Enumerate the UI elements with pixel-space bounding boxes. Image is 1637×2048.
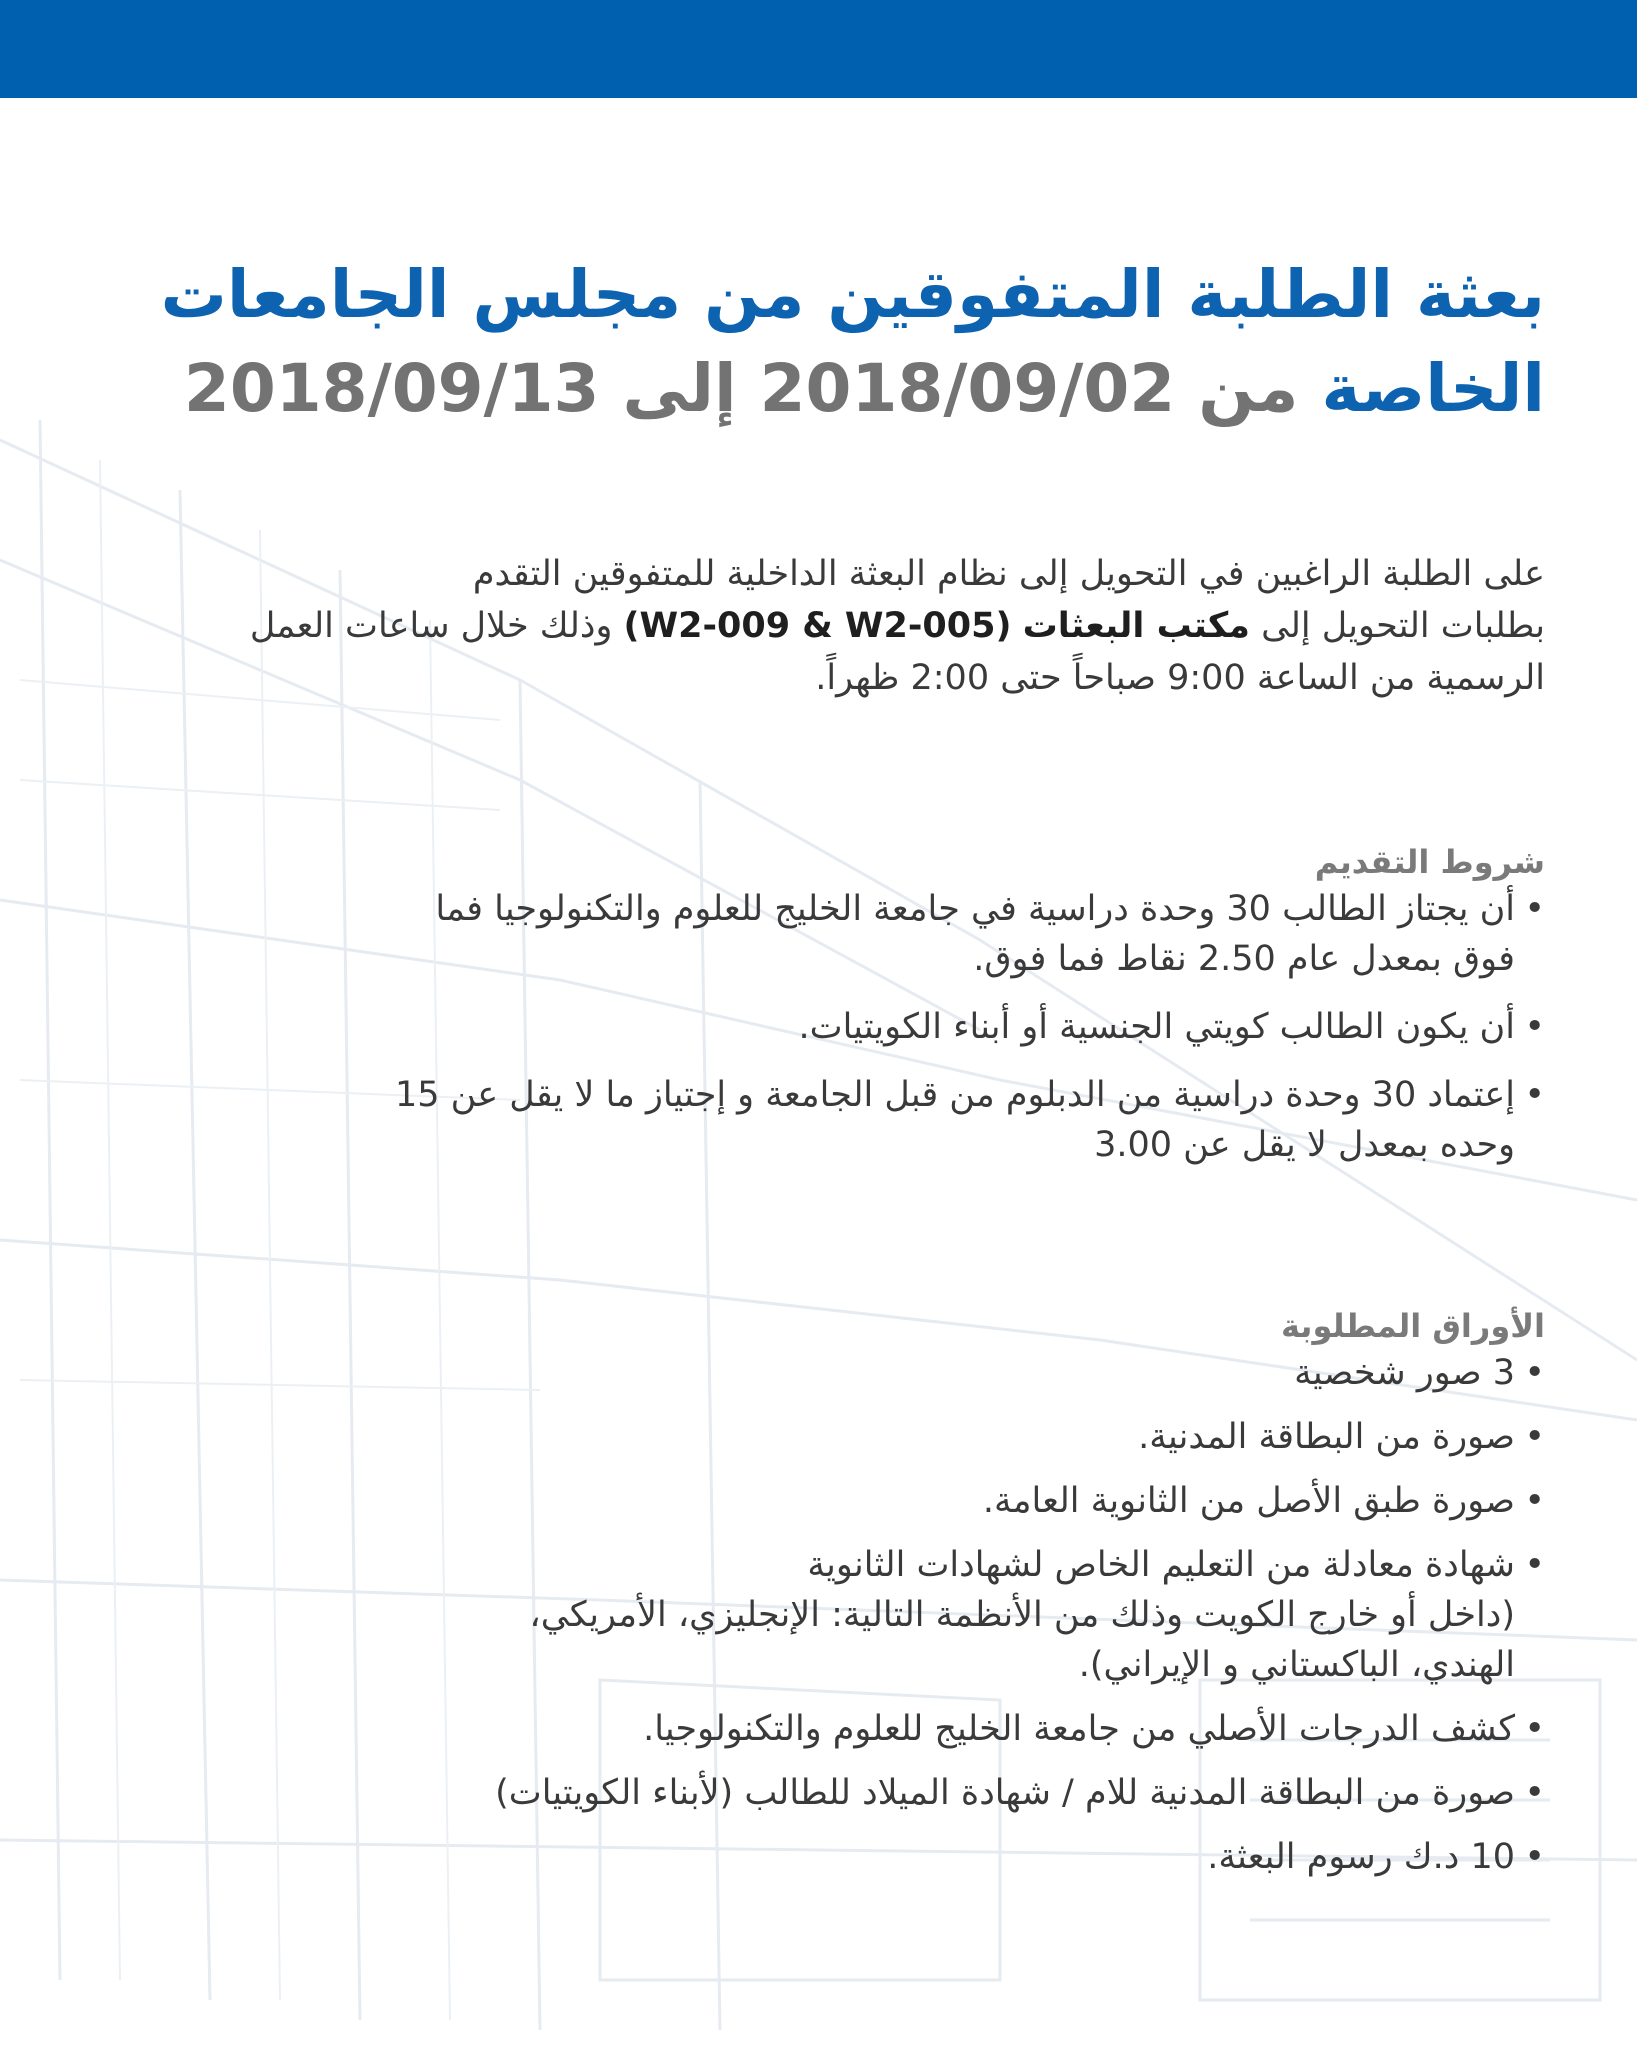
conditions-list	[110, 884, 1545, 1170]
title-line-2	[110, 342, 1545, 436]
intro-line-2-end: وذلك خلال ساعات العمل	[249, 606, 624, 646]
list-item	[110, 1476, 1545, 1526]
list-item-line: الهندي، الباكستاني و الإيراني).	[1078, 1645, 1515, 1685]
list-item-line: وحده بمعدل لا يقل عن 3.00	[1094, 1125, 1515, 1165]
title-line-1: بعثة الطلبة المتفوقين من مجلس الجامعات	[160, 256, 1545, 333]
page-title	[110, 248, 1545, 436]
list-item-line: • أن يكون الطالب كويتي الجنسية أو أبناء الكويتيات.	[798, 1007, 1515, 1047]
intro-line-1: على الطلبة الراغبين في التحويل إلى نظام البعثة الداخلية للمتفوقين التقدم	[472, 554, 1545, 594]
list-item-line: • أن يجتاز الطالب 30 وحدة دراسية في جامعة الخليج للعلوم والتكنولوجيا فما	[435, 889, 1515, 929]
scholarship-office-name: مكتب البعثات	[1022, 606, 1250, 646]
list-item	[110, 1348, 1545, 1398]
list-item-line: • شهادة معادلة من التعليم الخاص لشهادات الثانوية	[807, 1545, 1515, 1585]
list-item	[110, 1768, 1545, 1818]
documents-section	[110, 1304, 1545, 1896]
list-item-line: • 10 د.ك رسوم البعثة.	[1207, 1837, 1515, 1877]
intro-line-3: الرسمية من الساعة 9:00 صباحاً حتى 2:00 ظهراً.	[815, 658, 1545, 698]
list-item-line: • كشف الدرجات الأصلي من جامعة الخليج للعلوم والتكنولوجيا.	[643, 1709, 1515, 1749]
office-room-codes: (W2-009 & W2-005)	[623, 606, 1012, 646]
title-word-private: الخاصة	[1321, 350, 1545, 427]
list-item-line: • إعتماد 30 وحدة دراسية من الدبلوم من قبل الجامعة و إجتياز ما لا يقل عن 15	[394, 1075, 1515, 1115]
list-item	[110, 1002, 1545, 1052]
conditions-title: شروط التقديم	[1314, 843, 1545, 881]
list-item	[110, 1832, 1545, 1882]
list-item-line: (داخل أو خارج الكويت وذلك من الأنظمة التالية: الإنجليزي، الأمريكي،	[529, 1595, 1515, 1635]
list-item-line: فوق بمعدل عام 2.50 نقاط فما فوق.	[973, 939, 1515, 979]
list-item	[110, 1412, 1545, 1462]
list-item	[110, 884, 1545, 984]
documents-list	[110, 1348, 1545, 1882]
intro-paragraph	[110, 548, 1545, 704]
intro-line-2-start: بطلبات التحويل إلى	[1249, 606, 1545, 646]
intro-line-2	[110, 600, 1545, 652]
list-item	[110, 1070, 1545, 1170]
list-item	[110, 1704, 1545, 1754]
conditions-section	[110, 840, 1545, 1188]
list-item-line: • صورة من البطاقة المدنية.	[1138, 1417, 1515, 1457]
top-banner	[0, 0, 1637, 98]
list-item-line: • 3 صور شخصية	[1294, 1353, 1515, 1393]
documents-title: الأوراق المطلوبة	[1281, 1307, 1545, 1345]
list-item-line: • صورة من البطاقة المدنية للام / شهادة الميلاد للطالب (لأبناء الكويتيات)	[495, 1773, 1515, 1813]
title-date-range: من 2018/09/02 إلى 2018/09/13	[183, 350, 1299, 427]
list-item	[110, 1540, 1545, 1690]
list-item-line: • صورة طبق الأصل من الثانوية العامة.	[982, 1481, 1515, 1521]
